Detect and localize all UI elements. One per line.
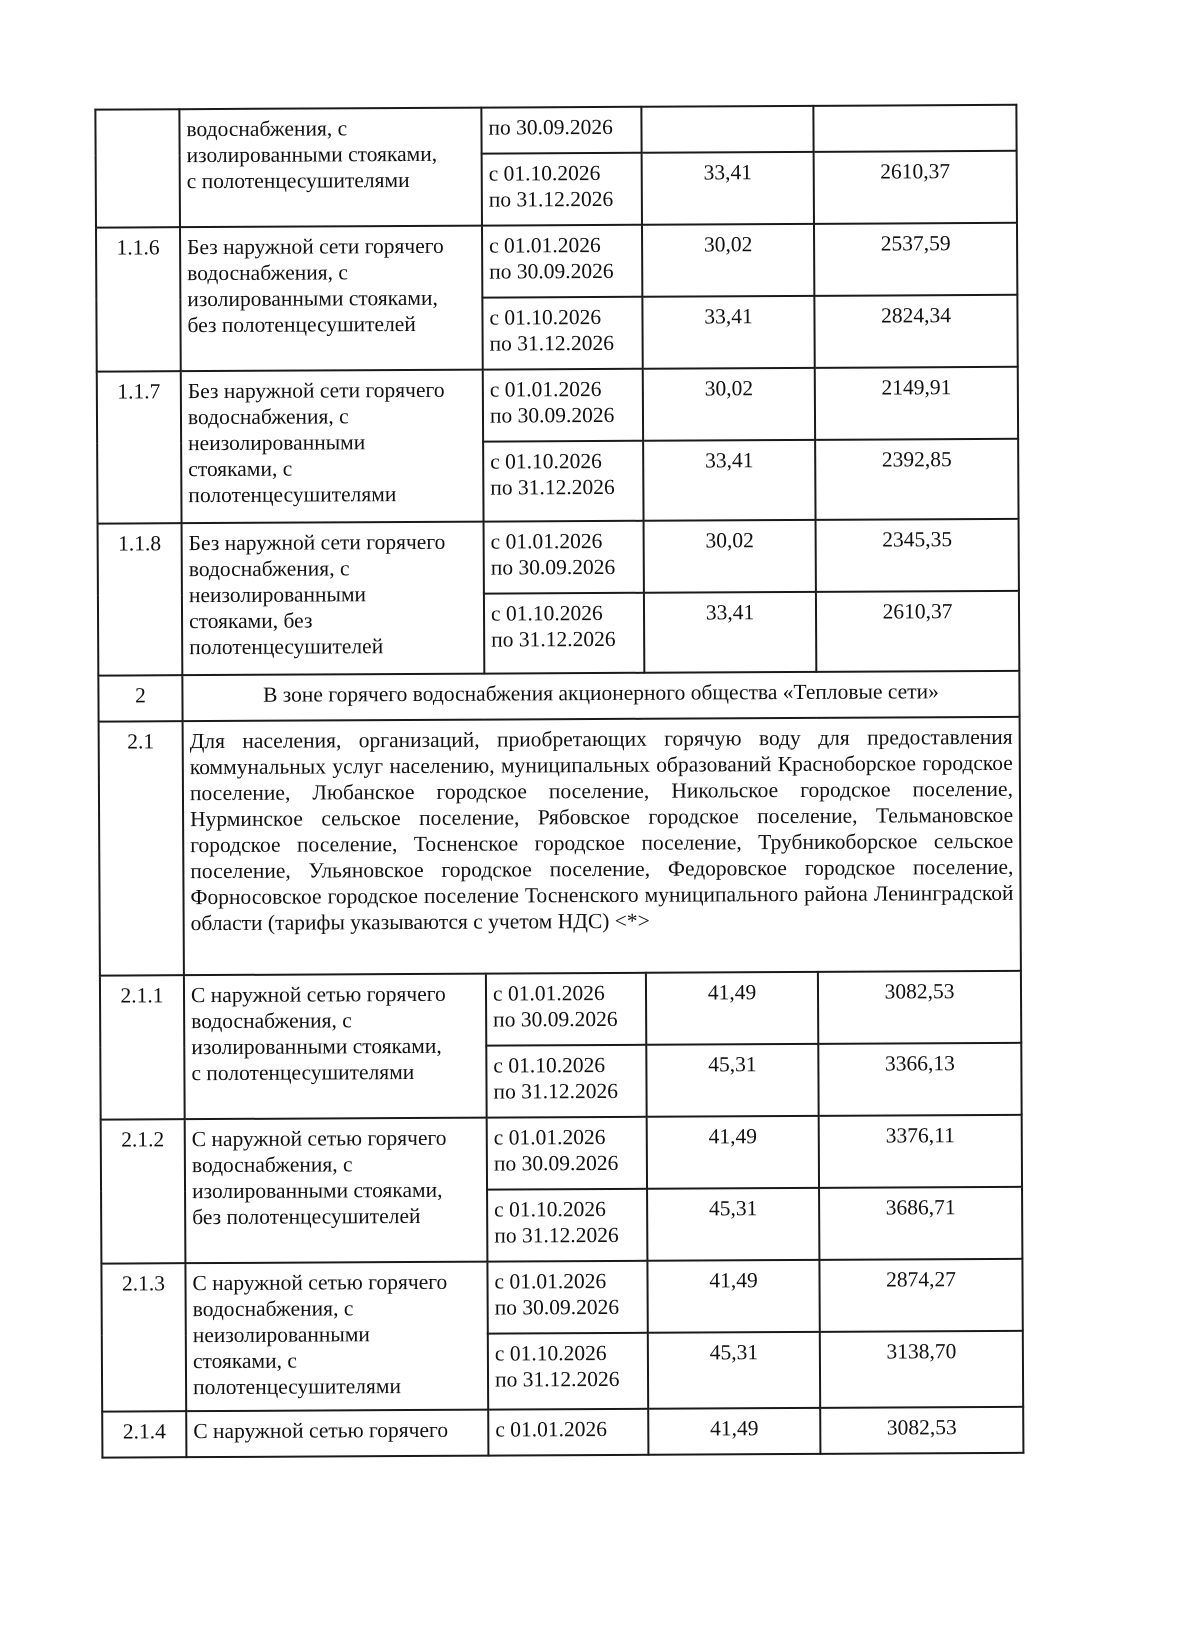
tariff-value-a: 41,49: [646, 972, 818, 1045]
tariff-value-a: 45,31: [648, 1332, 820, 1409]
tariff-value-b: 3366,13: [818, 1043, 1021, 1116]
period-cell: с 01.10.2026 по 31.12.2026: [486, 1045, 646, 1118]
tariff-value-a: 41,49: [647, 1260, 819, 1333]
period-cell: с 01.10.2026 по 31.12.2026: [483, 441, 643, 522]
subsection-number: 2.1: [99, 721, 184, 975]
table-row: [101, 1259, 1022, 1336]
period-cell: с 01.01.2026: [488, 1409, 648, 1456]
tariff-value-a: 41,49: [648, 1408, 820, 1455]
tariff-value-a: 41,49: [647, 1116, 819, 1189]
table-row: [100, 971, 1021, 1048]
tariff-value-b: 2610,37: [814, 151, 1017, 224]
tariff-value-b: 2392,85: [815, 439, 1018, 520]
row-number: 1.1.6: [96, 227, 181, 371]
subsection-text: Для населения, организаций, приобретающих горячую воду для предоставления коммунальных услуг населению, муниципальных образований Красноборское городское поселение, Любанское городское поселение, Никольское городское поселение, Нурминское сельское поселение, Рябовское городское поселение, Тельмановское городское поселение, Тосненское городское поселение, Трубникоборское сельское поселение, Ульяновское городское поселение, Федоровское городское поселение, Форносовское городское поселение Тосненского муниципального района Ленинградской области (тарифы указываются с учетом НДС) <*>: [183, 717, 1021, 975]
tariff-value-a: 30,02: [642, 224, 814, 297]
row-number: 2.1.4: [102, 1411, 186, 1457]
period-cell: с 01.01.2026 по 30.09.2026: [482, 225, 642, 298]
tariff-value-a: [641, 106, 813, 153]
period-cell: с 01.10.2026 по 31.12.2026: [488, 1333, 648, 1410]
row-description: Без наружной сети горячего водоснабжения, с неизолированными стояками, с полотенцесушителями: [181, 370, 484, 524]
row-number: 2.1.3: [101, 1263, 186, 1411]
tariff-value-a: 30,02: [644, 520, 816, 593]
row-description: Без наружной сети горячего водоснабжения, с неизолированными стояками, без полотенцесушителей: [182, 522, 485, 676]
tariff-value-b: 2874,27: [819, 1259, 1022, 1332]
row-description: Без наружной сети горячего водоснабжения, с изолированными стояками, без полотенцесушителей: [180, 226, 483, 372]
tariff-value-b: [813, 105, 1016, 152]
table-row: [101, 1115, 1022, 1192]
period-cell: с 01.10.2026 по 31.12.2026: [484, 593, 644, 674]
section-row: [98, 671, 1019, 722]
period-cell: с 01.01.2026 по 30.09.2026: [484, 521, 644, 594]
tariff-value-b: 2610,37: [816, 591, 1019, 672]
row-description: С наружной сетью горячего: [186, 1410, 488, 1458]
tariff-value-a: 33,41: [642, 152, 814, 225]
tariff-value-b: 2149,91: [815, 367, 1018, 440]
tariff-value-b: 2345,35: [816, 519, 1019, 592]
row-description: С наружной сетью горячего водоснабжения, с изолированными стояками, с полотенцесушителями: [184, 974, 487, 1120]
tariff-value-a: 33,41: [643, 440, 815, 521]
section-title: В зоне горячего водоснабжения акционерного общества «Тепловые сети»: [182, 671, 1019, 721]
table-row: [96, 223, 1017, 300]
period-cell: с 01.10.2026 по 31.12.2026: [487, 1189, 647, 1262]
tariff-value-b: 2537,59: [814, 223, 1017, 296]
period-cell: с 01.01.2026 по 30.09.2026: [487, 1261, 647, 1334]
period-cell: с 01.10.2026 по 31.12.2026: [482, 297, 642, 370]
subsection-row: [99, 717, 1021, 976]
period-cell: по 30.09.2026: [481, 107, 641, 154]
tariff-value-a: 45,31: [646, 1044, 818, 1117]
tariff-value-b: 3686,71: [819, 1187, 1022, 1260]
period-cell: с 01.01.2026 по 30.09.2026: [483, 369, 643, 442]
tariff-value-b: 2824,34: [814, 295, 1017, 368]
row-description: С наружной сетью горячего водоснабжения, с неизолированными стояками, с полотенцесушителями: [185, 1262, 488, 1412]
tariff-value-b: 3138,70: [820, 1331, 1023, 1408]
table-row: [102, 1407, 1023, 1458]
row-description: С наружной сетью горячего водоснабжения, с изолированными стояками, без полотенцесушителей: [185, 1118, 488, 1264]
tariff-value-b: 3082,53: [820, 1407, 1023, 1454]
table-row: [97, 367, 1018, 444]
tariff-value-a: 45,31: [647, 1188, 819, 1261]
tariff-value-a: 33,41: [644, 592, 816, 673]
tariff-value-a: 30,02: [643, 368, 815, 441]
row-description: водоснабжения, с изолированными стояками, с полотенцесушителями: [179, 108, 482, 228]
period-cell: с 01.01.2026 по 30.09.2026: [486, 973, 646, 1046]
row-number: [95, 109, 180, 227]
row-number: 2.1.1: [100, 975, 185, 1119]
tariff-value-b: 3376,11: [819, 1115, 1022, 1188]
table-row: [98, 519, 1019, 596]
table-row: [95, 105, 1016, 156]
period-cell: с 01.10.2026 по 31.12.2026: [482, 153, 642, 226]
period-cell: с 01.01.2026 по 30.09.2026: [487, 1117, 647, 1190]
tariff-value-b: 3082,53: [818, 971, 1021, 1044]
row-number: 1.1.7: [97, 371, 182, 523]
tariff-table: [94, 104, 1024, 1459]
section-number: 2: [98, 675, 182, 721]
tariff-value-a: 33,41: [642, 296, 814, 369]
row-number: 1.1.8: [98, 523, 183, 675]
row-number: 2.1.2: [101, 1119, 186, 1263]
